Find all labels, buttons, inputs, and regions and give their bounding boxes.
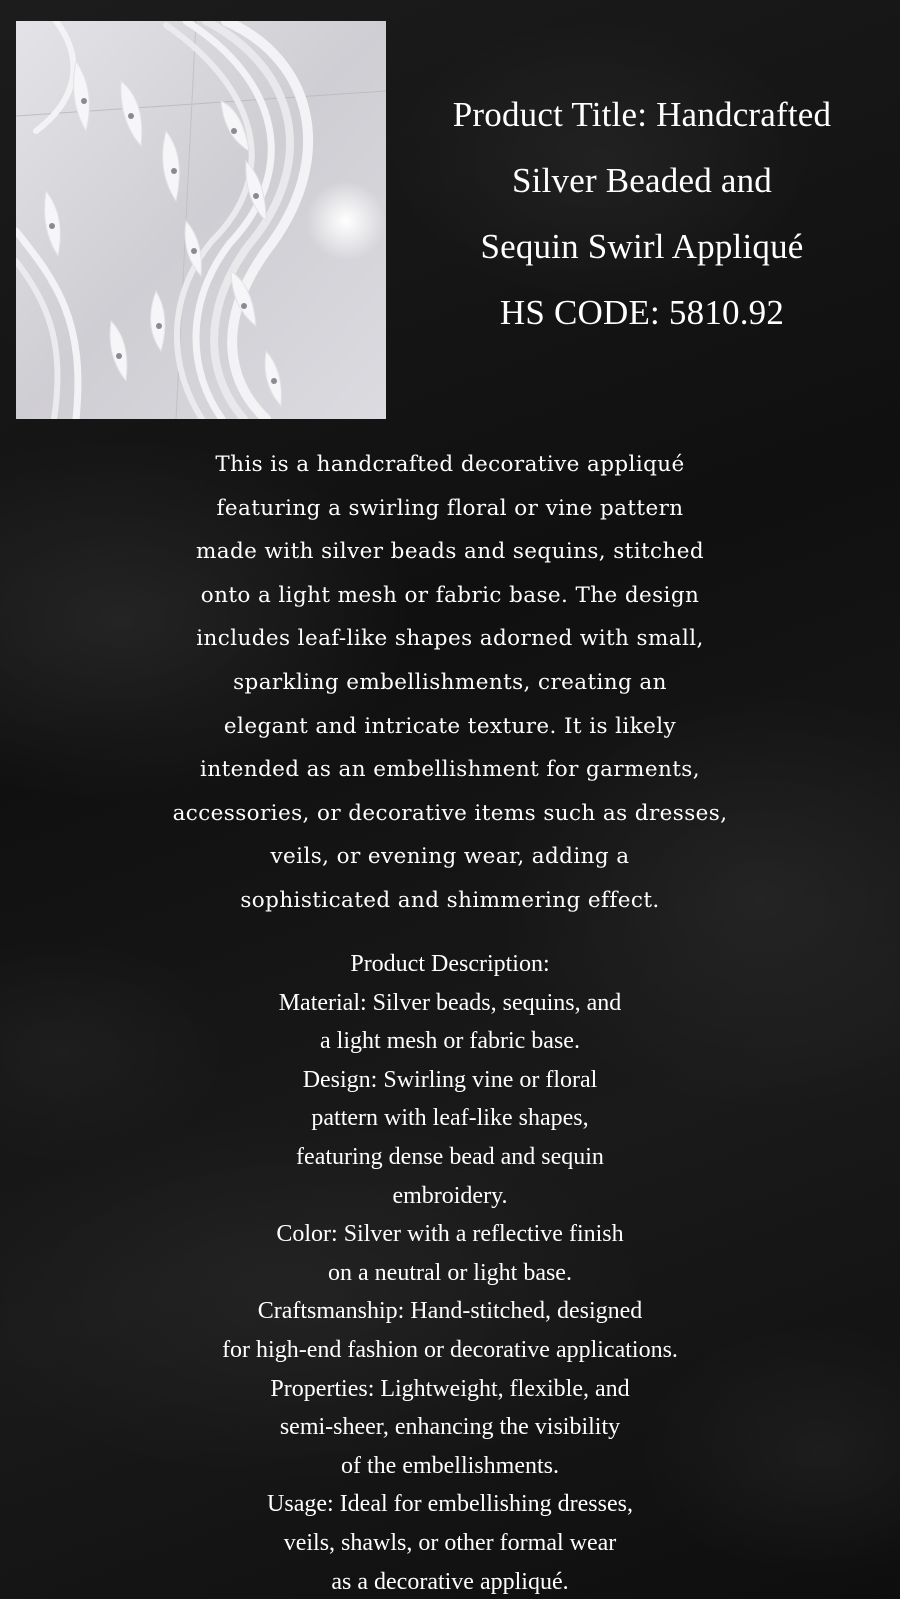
description-line: as a decorative appliqué. (331, 1568, 569, 1595)
intro-line: sparkling embellishments, creating an (233, 669, 667, 695)
description-line: Craftsmanship: Hand-stitched, designed (257, 1298, 643, 1325)
intro-line: This is a handcrafted decorative appliqué (215, 452, 685, 477)
intro-paragraph (130, 443, 770, 923)
light-glare (306, 181, 386, 261)
description-line: Material: Silver beads, sequins, and (278, 989, 622, 1016)
description-line: for high-end fashion or decorative applications. (222, 1336, 678, 1363)
description-line: Color: Silver with a reflective finish (276, 1221, 624, 1248)
description-line: featuring dense bead and sequin (296, 1143, 604, 1170)
intro-line: onto a light mesh or fabric base. The design (200, 582, 700, 608)
description-line: semi-sheer, enhancing the visibility (279, 1414, 621, 1441)
intro-line: featuring a swirling floral or vine pattern (216, 495, 684, 521)
description-line: veils, shawls, or other formal wear (283, 1529, 617, 1556)
description-heading: Product Description: (350, 951, 550, 977)
description-line: Properties: Lightweight, flexible, and (270, 1375, 630, 1402)
description-line: embroidery. (392, 1182, 508, 1209)
applique-illustration (16, 21, 386, 419)
description-line: Usage: Ideal for embellishing dresses, (267, 1491, 633, 1518)
intro-line: veils, or evening wear, adding a (270, 844, 630, 870)
hs-code: HS CODE: 5810.92 (499, 293, 785, 332)
title-line: Product Title: Handcrafted (452, 95, 832, 134)
description-line: pattern with leaf-like shapes, (311, 1105, 589, 1132)
intro-line: made with silver beads and sequins, stitched (195, 539, 705, 565)
product-title (400, 82, 884, 346)
description-line: a light mesh or fabric base. (320, 1028, 580, 1055)
description-line: on a neutral or light base. (328, 1259, 572, 1286)
description-line: of the embellishments. (341, 1452, 559, 1479)
intro-line: includes leaf-like shapes adorned with small, (196, 626, 704, 652)
product-description (130, 945, 770, 1599)
description-line: Design: Swirling vine or floral (302, 1066, 598, 1093)
intro-line: intended as an embellishment for garments, (200, 757, 700, 783)
intro-line: elegant and intricate texture. It is likely (223, 713, 677, 739)
title-line: Sequin Swirl Appliqué (480, 227, 804, 266)
title-line: Silver Beaded and (512, 161, 772, 200)
product-photo (16, 21, 386, 419)
intro-line: sophisticated and shimmering effect. (240, 887, 660, 913)
intro-line: accessories, or decorative items such as dresses, (172, 800, 728, 826)
